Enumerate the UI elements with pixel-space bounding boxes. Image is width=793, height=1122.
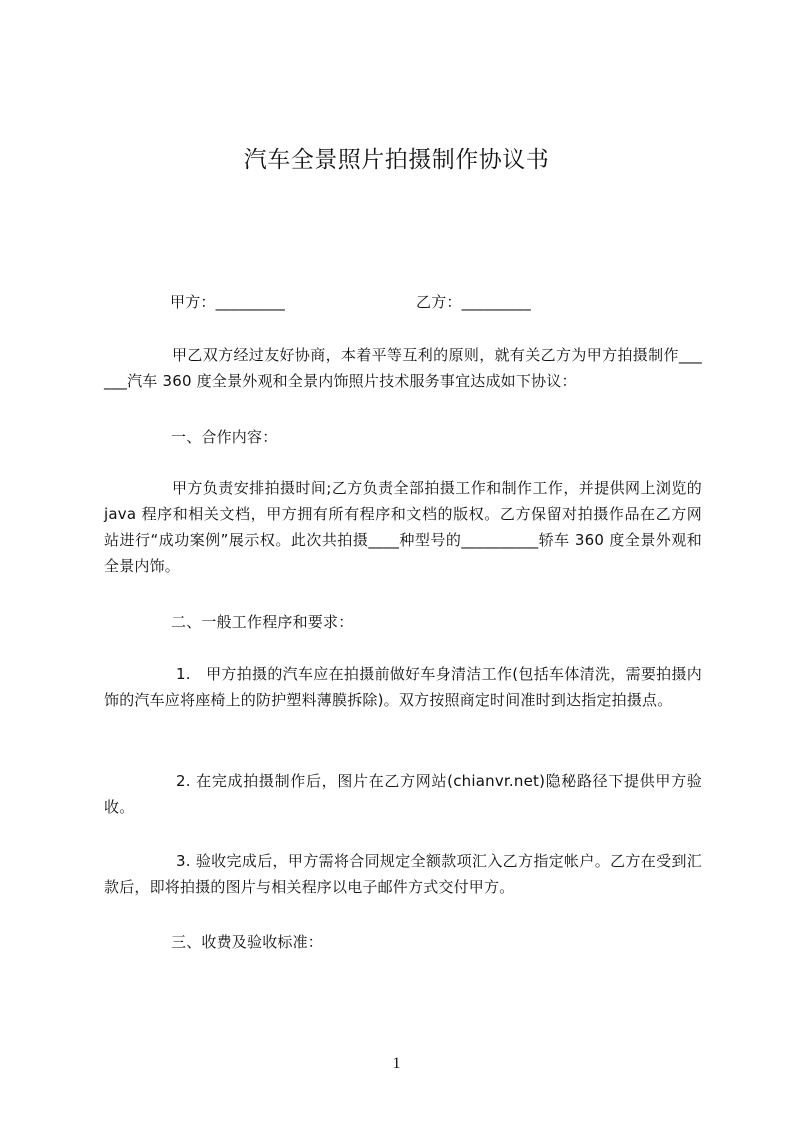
section-2-item-3: 3. 验收完成后，甲方需将合同规定全额款项汇入乙方指定帐户。乙方在受到汇款后，即将拍摄的图片与相关程序以电子邮件方式交付甲方。 <box>104 852 702 896</box>
section-2-item-1: 1. 甲方拍摄的汽车应在拍摄前做好车身清洁工作(包括车体清洗，需要拍摄内饰的汽车应将座椅上的防护塑料薄膜拆除)。双方按照商定时间准时到达指定拍摄点。 <box>104 665 702 709</box>
section-1-body: 甲方负责安排拍摄时间;乙方负责全部拍摄工作和制作工作，并提供网上浏览的 java 程序和相关文档，甲方拥有所有程序和文档的版权。乙方保留对拍摄作品在乙方网站进行“成功案例”展示权。此次共拍摄____种型号的__________轿车 360 度全景外观和全景内饰。 <box>104 479 702 575</box>
party-a-field: 甲方：_________ <box>170 293 285 311</box>
section-2-item-2: 2. 在完成拍摄制作后，图片在乙方网站(chianvr.net)隐秘路径下提供甲方验收。 <box>104 772 702 816</box>
section-3-heading: 三、收费及验收标准： <box>171 933 324 951</box>
document-title: 汽车全景照片拍摄制作协议书 <box>243 147 550 173</box>
section-1-heading: 一、合作内容： <box>171 428 278 446</box>
party-b-field: 乙方：_________ <box>416 293 531 311</box>
page-number: 1 <box>392 1055 401 1072</box>
intro-paragraph: 甲乙双方经过友好协商，本着平等互利的原则，就有关乙方为甲方拍摄制作______汽车 360 度全景外观和全景内饰照片技术服务事宜达成如下协议： <box>104 346 702 390</box>
section-2-heading: 二、一般工作程序和要求： <box>171 613 354 631</box>
